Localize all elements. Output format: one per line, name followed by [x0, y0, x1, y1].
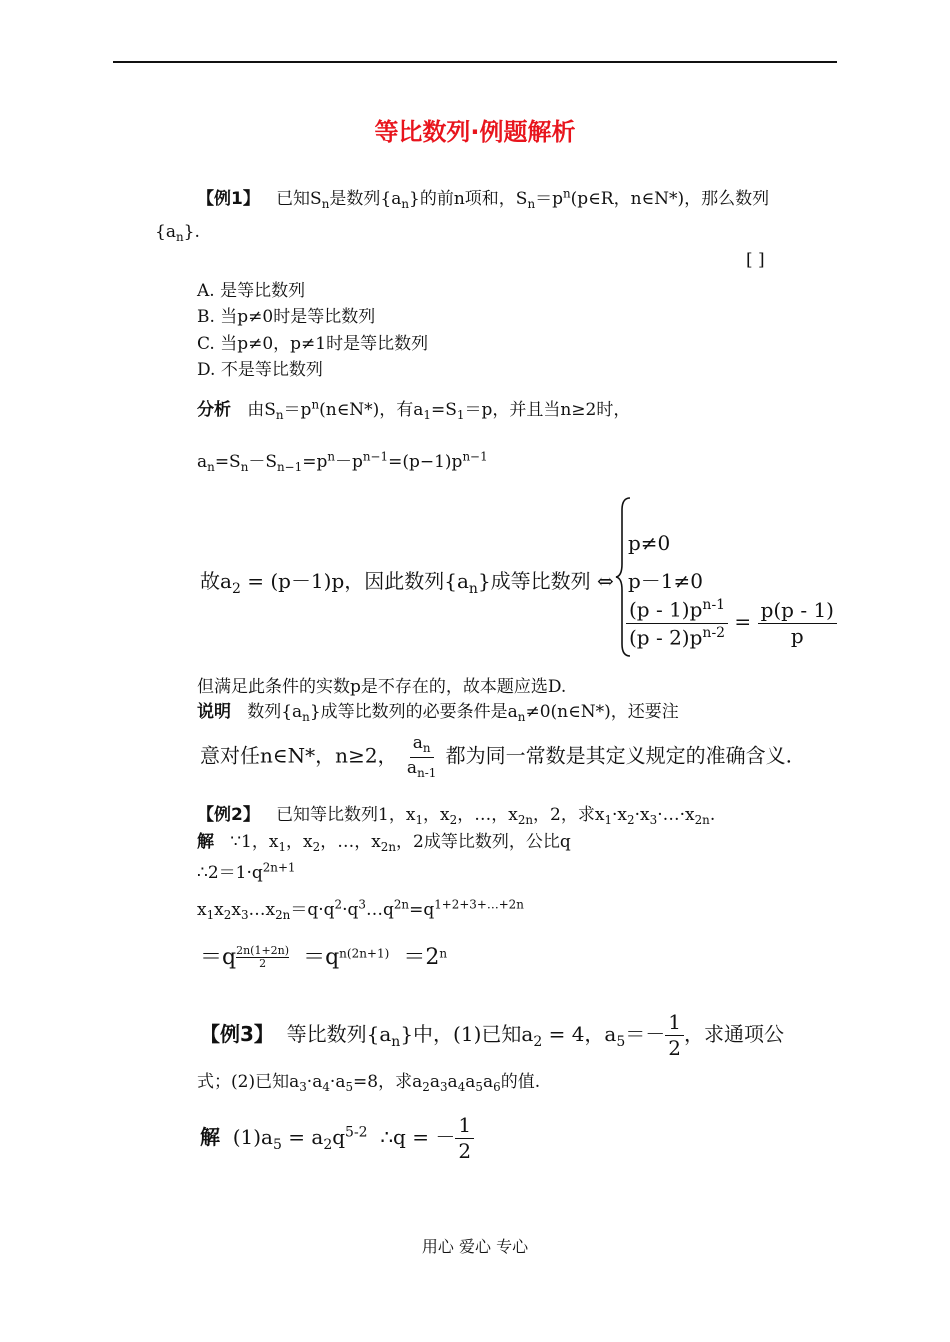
formula-an: $a_n=S_n-S_{n-1}=p^n-p^{n-1}=(p-1)p^{n-1}$ [197, 449, 488, 475]
ex1-stem-line2: $\{a_n\}$. [155, 222, 200, 245]
answer-bracket: [ ] [746, 250, 765, 270]
page-title: 等比数列·例题解析 [374, 118, 576, 146]
condition-1: p≠0 [628, 531, 671, 555]
ex3-label: 【例3】 [200, 1022, 274, 1046]
option-b: B. 当p≠0时是等比数列 [197, 307, 376, 327]
note-line: 说明 数列$\{a_n\}$成等比数列的必要条件是$a_n\ne 0(n\in N*)$，还要注 [197, 702, 679, 725]
ex3-line2: 式；(2)已知$a_3\cdot a_4\cdot a_5=8$，求$a_2a_3a_4a_5a_6$的值. [197, 1072, 541, 1095]
ex3-stem: 【例3】 等比数列$\{a_n\}$中，(1)已知$a_2 = 4$，$a_5=-$ $\frac{1}{2}$ ，求通项公 [200, 1010, 785, 1060]
ex2-solve-label: 解 [197, 832, 214, 852]
ex2-solve: 解 ∵1，$x_1$，$x_2$，…，$x_{2n}$，2成等比数列，公比q [197, 832, 571, 855]
condition-3: $\frac{(p - 1)p^{n-1}}{(p - 2)p^{n-2}}$ = $\frac{p(p - 1)}{p}$ [626, 598, 837, 648]
therefore-line: 故$a_2 = (p-1)p$，因此数列$\{a_n\}$成等比数列 ⇔ [200, 569, 614, 597]
ex2-line5: ＝q $\frac{2n(1+2n)}{2}$ $=q^{n(2n+1)} =2^n$ [200, 944, 448, 971]
ex3-solve: 解 $(1)a_5 = a_2q^{5-2}$ ∴q = － $\frac{1}{2}$ [200, 1115, 474, 1162]
ex1-label: 【例1】 [197, 189, 260, 209]
page-footer: 用心 爱心 专心 [421, 1237, 529, 1256]
ex1-stem: 【例1】 已知$S_n$是数列$\{a_n\}$的前n项和，$S_n=p^n(p\in R$，n∈N*)，那么数列 [197, 186, 770, 212]
ex2-label: 【例2】 [197, 805, 260, 825]
analysis-line: 分析 由$S_n=p^n(n\in N*)$，有$a_1=S_1=p$，并且当n≥2时， [197, 397, 631, 423]
ex2-stem: 【例2】 已知等比数列1，$x_1$，$x_2$，…，$x_{2n}$，2，求$x_1\cdot x_2\cdot x_3\cdot\dots\cdot x_{2n}$. [197, 805, 716, 828]
option-d: D. 不是等比数列 [197, 360, 323, 380]
option-a: A. 是等比数列 [197, 281, 306, 301]
ex2-line3: $\therefore 2=1\cdot q^{2n+1}$ [197, 860, 296, 883]
header-rule [113, 61, 837, 63]
option-c: C. 当p≠0，p≠1时是等比数列 [197, 334, 429, 354]
ex2-line4: $x_1x_2x_3\dots x_{2n}=q\cdot q^2\cdot q^3\dots q^{2n}=q^{1+2+3+\dots+2n}$ [197, 897, 524, 923]
ex3-solve-label: 解 [200, 1125, 220, 1149]
note-label: 说明 [197, 702, 231, 722]
analysis-label: 分析 [197, 400, 231, 420]
conclusion: 但满足此条件的实数p是不存在的，故本题应选D. [197, 677, 567, 697]
note-line-2: 意对任n∈N*，n≥2， $\frac{a_n}{a_{n-1}}$ 都为同一常数是其定义规定的准确含义. [200, 733, 793, 780]
condition-2: p－1≠0 [628, 569, 704, 593]
